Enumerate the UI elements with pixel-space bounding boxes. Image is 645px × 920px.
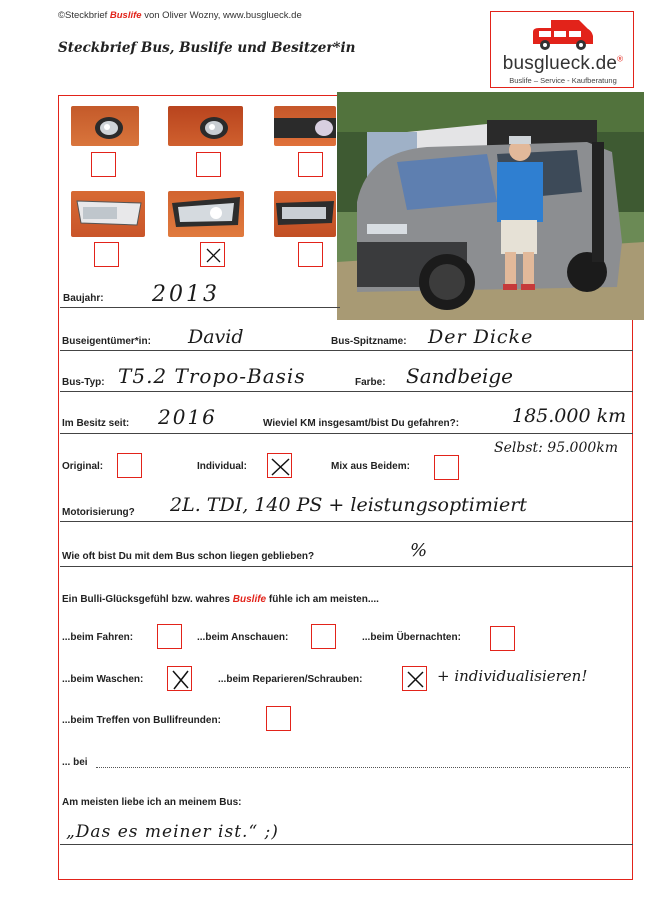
baujahr-line xyxy=(60,307,340,308)
washing-checkbox[interactable] xyxy=(167,666,192,691)
driving-checkbox[interactable] xyxy=(157,624,182,649)
busglueck-logo xyxy=(490,11,634,88)
since-label: Im Besitz seit: xyxy=(62,418,130,429)
type-value[interactable]: T5.2 Tropo-Basis xyxy=(118,364,306,388)
looking-checkbox[interactable] xyxy=(311,624,336,649)
copyright-suffix: von Oliver Wozny, www.busglueck.de xyxy=(144,10,302,21)
love-label: Am meisten liebe ich an meinem Bus: xyxy=(62,797,242,808)
color-value[interactable]: Sandbeige xyxy=(406,364,513,388)
color-label: Farbe: xyxy=(355,377,386,388)
owner-label: Buseigentümer*in: xyxy=(62,336,151,347)
headlight-thumb-3 xyxy=(274,106,336,146)
repair-extra[interactable]: + individualisieren! xyxy=(437,667,588,685)
headlight-thumb-4 xyxy=(71,191,145,237)
engine-line xyxy=(60,521,633,522)
owner-value[interactable]: David xyxy=(188,326,244,348)
headlight-thumb-1 xyxy=(71,106,139,146)
km-value[interactable]: 185.000 km xyxy=(512,405,627,427)
engine-label: Motorisierung? xyxy=(62,507,135,518)
logo-tagline: Buslife – Service - Kaufberatung xyxy=(509,76,617,85)
owner-line xyxy=(60,350,633,351)
meeting-label: ...beim Treffen von Bullifreunden: xyxy=(62,715,221,726)
headlight-1-checkbox[interactable] xyxy=(91,152,116,177)
cross-mark-icon xyxy=(201,243,226,268)
headlight-thumb-2 xyxy=(168,106,243,146)
copyright-line xyxy=(58,10,302,21)
baujahr-label: Baujahr: xyxy=(63,293,104,304)
individual-label: Individual: xyxy=(197,461,247,472)
van-logo-icon xyxy=(529,18,597,52)
looking-label: ...beim Anschauen: xyxy=(197,632,289,643)
mix-label: Mix aus Beidem: xyxy=(331,461,410,472)
headlight-5-checkbox[interactable] xyxy=(200,242,225,267)
baujahr-value[interactable]: 2013 xyxy=(152,282,220,307)
love-value[interactable]: „Das es meiner ist.“ ;) xyxy=(66,822,279,842)
repair-label: ...beim Reparieren/Schrauben: xyxy=(218,674,363,685)
feeling-brand: Buslife xyxy=(232,594,267,605)
repair-checkbox[interactable] xyxy=(402,666,427,691)
copyright-brand: Buslife xyxy=(109,10,142,21)
breakdown-value[interactable]: % xyxy=(410,540,428,561)
mix-checkbox[interactable] xyxy=(434,455,459,480)
engine-value[interactable]: 2L. TDI, 140 PS + leistungsoptimiert xyxy=(170,494,527,516)
meeting-checkbox[interactable] xyxy=(266,706,291,731)
other-label: ... bei xyxy=(62,757,88,768)
type-label: Bus-Typ: xyxy=(62,377,105,388)
feeling-heading: Ein Bulli-Glücksgefühl bzw. wahres Buslife fühle ich am meisten.... xyxy=(62,594,379,605)
headlight-thumb-5 xyxy=(168,191,244,237)
overnight-checkbox[interactable] xyxy=(490,626,515,651)
other-line xyxy=(96,767,630,768)
headlight-4-checkbox[interactable] xyxy=(94,242,119,267)
cross-mark-icon xyxy=(268,454,293,479)
washing-label: ...beim Waschen: xyxy=(62,674,144,685)
logo-name: busglueck.de® xyxy=(502,53,624,74)
headlight-2-checkbox[interactable] xyxy=(196,152,221,177)
headlight-6-checkbox[interactable] xyxy=(298,242,323,267)
headlight-3-checkbox[interactable] xyxy=(298,152,323,177)
original-label: Original: xyxy=(62,461,104,472)
breakdown-line xyxy=(60,566,633,567)
cross-mark-icon xyxy=(403,667,428,692)
love-line xyxy=(60,844,633,845)
driving-label: ...beim Fahren: xyxy=(62,632,134,643)
page-title: Steckbrief Bus, Buslife und Besitzer*in xyxy=(58,40,356,56)
km-label: Wieviel KM insgesamt/bist Du gefahren?: xyxy=(263,418,460,429)
bus-owner-photo xyxy=(337,92,644,320)
copyright-prefix: ©Steckbrief xyxy=(58,10,108,21)
headlight-thumb-6 xyxy=(274,191,336,237)
nickname-value[interactable]: Der Dicke xyxy=(428,326,534,348)
breakdown-label: Wie oft bist Du mit dem Bus schon liegen geblieben? xyxy=(62,551,315,562)
cross-mark-icon xyxy=(168,667,193,692)
since-line xyxy=(60,433,633,434)
since-value[interactable]: 2016 xyxy=(158,405,217,429)
individual-checkbox[interactable] xyxy=(267,453,292,478)
km-self-value[interactable]: Selbst: 95.000km xyxy=(494,440,619,456)
nickname-label: Bus-Spitzname: xyxy=(331,336,407,347)
type-line xyxy=(60,391,633,392)
original-checkbox[interactable] xyxy=(117,453,142,478)
overnight-label: ...beim Übernachten: xyxy=(362,632,461,643)
